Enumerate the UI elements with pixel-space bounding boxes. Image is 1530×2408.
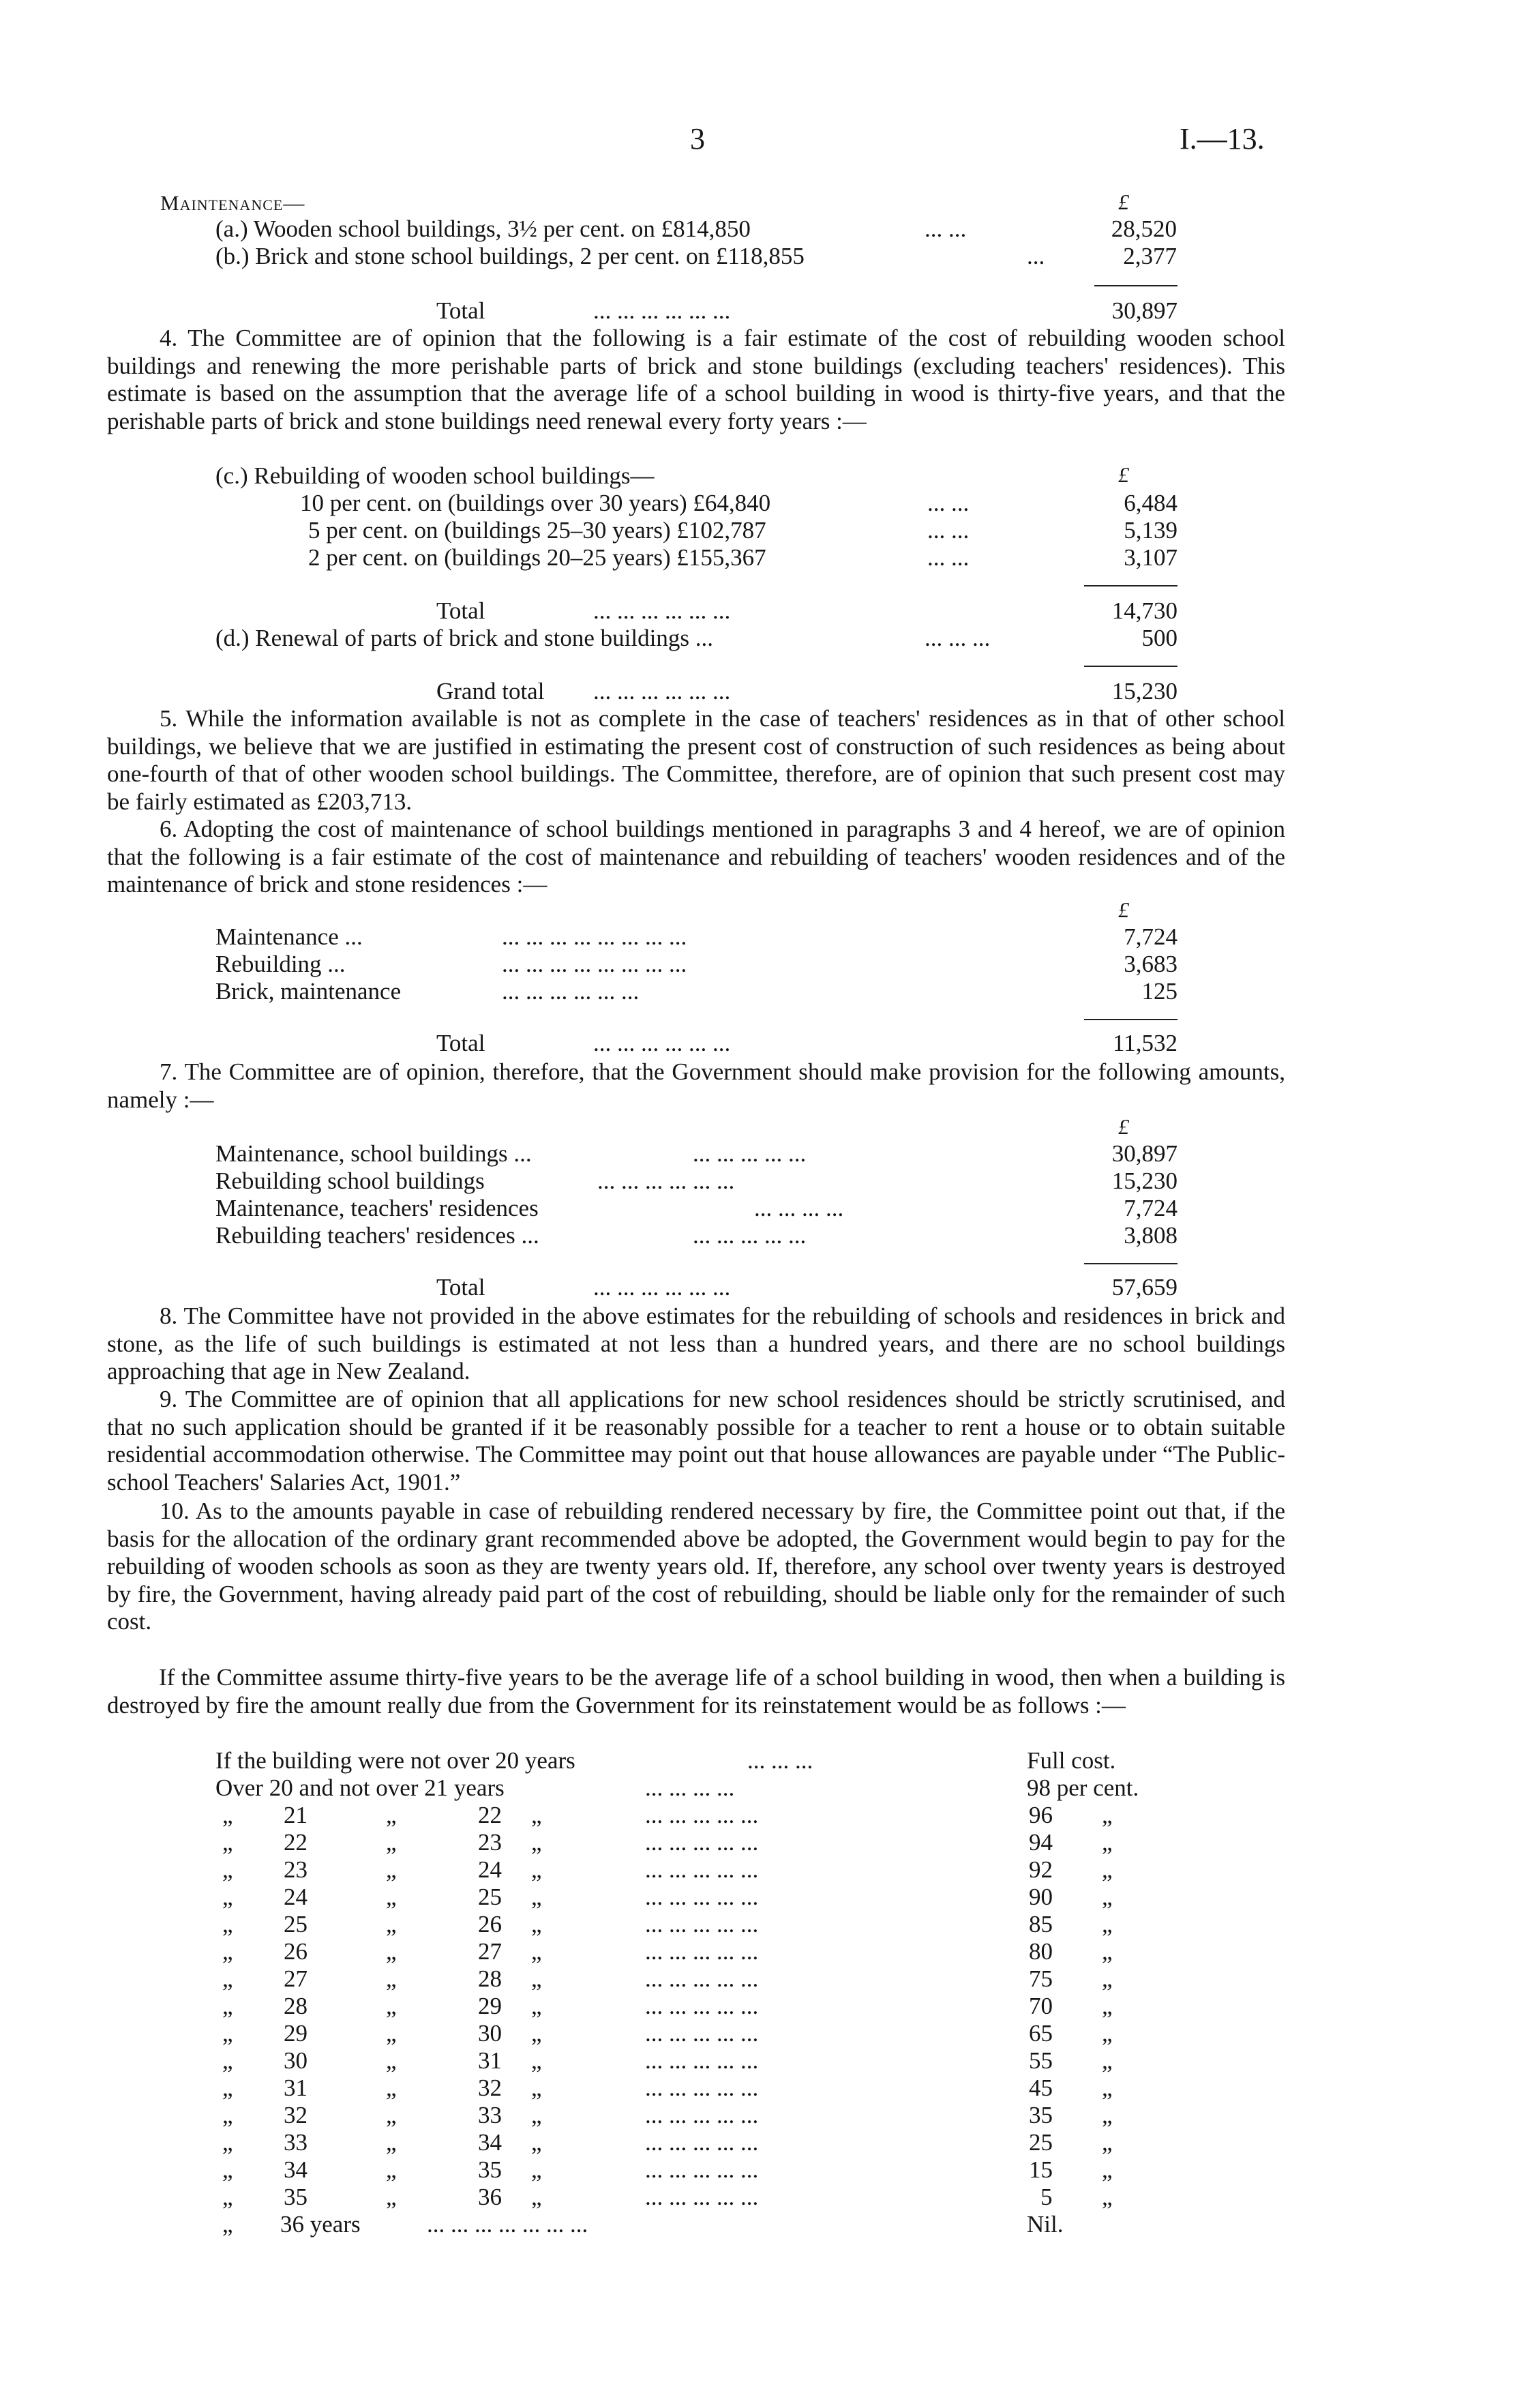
ditto-mark: „	[386, 1884, 397, 1910]
ditto-mark: „	[1102, 1829, 1113, 1856]
range-from: 23	[284, 1856, 308, 1883]
row-amount: 7,724	[1124, 923, 1178, 950]
leader-dots: ... ... ... ... ...	[645, 2129, 759, 2156]
leader-dots: ... ... ... ... ...	[693, 1222, 807, 1249]
provision-row	[215, 1168, 1178, 1195]
ditto-mark: „	[222, 1884, 233, 1910]
total-label: Grand total	[436, 678, 545, 704]
schedule-value: 35	[1029, 2102, 1053, 2128]
rebuilding-row	[308, 544, 1178, 571]
row-label: 5 per cent. on (buildings 25–30 years) £102,787	[308, 517, 766, 544]
provision-row	[215, 1222, 1178, 1249]
ditto-mark: „	[1102, 1938, 1113, 1965]
schedule-row	[215, 1829, 1184, 1856]
schedule-row	[215, 1747, 1184, 1774]
total-label: Total	[436, 597, 485, 624]
ditto-mark: „	[531, 1911, 542, 1937]
paragraph-7: 7. The Committee are of opinion, therefore, that the Government should make provision for the following amounts, namely :—	[107, 1058, 1285, 1113]
leader-dots: ... ... ... ... ... ...	[597, 1168, 735, 1194]
ditto-mark: „	[531, 2156, 542, 2183]
ditto-mark: „	[531, 1993, 542, 2019]
range-from: 29	[284, 2020, 308, 2047]
ditto-mark: „	[386, 2102, 397, 2128]
schedule-row	[215, 2211, 1184, 2238]
ditto-mark: „	[1102, 1911, 1113, 1937]
total-label: Total	[436, 1274, 485, 1300]
range-to: 25	[478, 1884, 502, 1910]
ditto-mark: „	[386, 1802, 397, 1828]
leader-dots: ... ...	[925, 215, 967, 242]
provision-row	[215, 1195, 1178, 1222]
row-amount: 28,520	[1111, 215, 1177, 242]
schedule-row	[215, 1856, 1184, 1884]
leader-dots: ... ... ... ... ...	[645, 2075, 759, 2101]
residences-row	[215, 951, 1178, 978]
leader-dots: ... ... ... ... ... ... ...	[427, 2211, 588, 2238]
schedule-row	[215, 2129, 1184, 2156]
schedule-value: 70	[1029, 1993, 1053, 2019]
range-from: 33	[284, 2129, 308, 2156]
paragraph-4: 4. The Committee are of opinion that the following is a fair estimate of the cost of rebuilding wooden school buildings and renewing the more perishable parts of brick and stone buildings (excluding teachers' residences). This estimate is based on the assumption that the average life of a school building in wood is thirty-five years, and that the perishable parts of brick and stone buildings need renewal every forty years :—	[107, 325, 1285, 434]
schedule-value: 45	[1029, 2075, 1053, 2101]
leader-dots: ... ... ... ... ...	[645, 1911, 759, 1937]
leader-dots: ... ... ... ...	[645, 1774, 735, 1801]
leader-dots: ... ... ... ... ... ... ... ...	[502, 951, 687, 977]
schedule-row	[215, 2047, 1184, 2075]
schedule-value: 25	[1029, 2129, 1053, 2156]
row-label: (a.) Wooden school buildings, 3½ per cent. on £814,850	[215, 215, 751, 242]
leader-dots: ...	[1027, 243, 1045, 269]
leader-dots: ... ... ... ... ... ...	[593, 597, 731, 624]
range-to: 22	[478, 1802, 502, 1828]
range-to: 35	[478, 2156, 502, 2183]
ditto-mark: „	[386, 1993, 397, 2019]
schedule-row	[215, 2075, 1184, 2102]
schedule-row	[215, 1993, 1184, 2020]
maintenance-row	[215, 243, 1177, 270]
ditto-mark: „	[386, 2075, 397, 2101]
ditto-mark: „	[222, 2211, 233, 2238]
ditto-mark: „	[222, 1802, 233, 1828]
ditto-mark: „	[531, 1965, 542, 1992]
ditto-mark: „	[1102, 2156, 1113, 2183]
ditto-mark: „	[386, 1965, 397, 1992]
leader-dots: ... ... ... ... ... ...	[593, 1274, 731, 1300]
total-amount: 30,897	[1111, 297, 1178, 324]
total-amount: 15,230	[1111, 678, 1178, 704]
ditto-mark: „	[1102, 1802, 1113, 1828]
row-label: Maintenance, school buildings ...	[215, 1140, 532, 1167]
ditto-mark: „	[531, 2102, 542, 2128]
row-label: 10 per cent. on (buildings over 30 years) £64,840	[300, 490, 771, 516]
range-from: 25	[284, 1911, 308, 1937]
total-label: Total	[436, 297, 485, 324]
ditto-mark: „	[222, 1993, 233, 2019]
rebuilding-row	[308, 517, 1178, 544]
schedule-row	[215, 2102, 1184, 2129]
ditto-mark: „	[1102, 1856, 1113, 1883]
paragraph-6: 6. Adopting the cost of maintenance of school buildings mentioned in paragraphs 3 and 4 hereof, we are of opinion that the following is a fair estimate of the cost of maintenance and rebuilding of teachers' wooden residences and of the maintenance of brick and stone residences :—	[107, 816, 1285, 897]
row-amount: 7,724	[1124, 1195, 1178, 1221]
ditto-mark: „	[1102, 2129, 1113, 2156]
schedule-value: 5	[1040, 2184, 1053, 2210]
pound-sign: £	[1118, 190, 1129, 214]
leader-dots: ... ... ... ... ... ...	[593, 297, 731, 324]
ditto-mark: „	[531, 2075, 542, 2101]
range-to: 36	[478, 2184, 502, 2210]
ditto-mark: „	[531, 1829, 542, 1856]
leader-dots: ... ... ... ... ...	[645, 1884, 759, 1910]
range-to: 28	[478, 1965, 502, 1992]
page-number: 3	[690, 122, 705, 155]
schedule-value: 94	[1029, 1829, 1053, 1856]
ditto-mark: „	[386, 1938, 397, 1965]
ditto-mark: „	[222, 2156, 233, 2183]
leader-dots: ... ... ...	[747, 1747, 813, 1774]
residences-row	[215, 923, 1178, 951]
ditto-mark: „	[1102, 2102, 1113, 2128]
row-amount: 30,897	[1111, 1140, 1178, 1167]
range-from: 32	[284, 2102, 308, 2128]
ditto-mark: „	[1102, 1965, 1113, 1992]
sum-rule	[1084, 666, 1178, 667]
document-reference: I.—13.	[1180, 122, 1265, 155]
range-from: 30	[284, 2047, 308, 2074]
sum-rule	[1094, 285, 1178, 286]
schedule-value: Nil.	[1027, 2211, 1064, 2238]
maintenance-heading: Maintenance—	[160, 191, 305, 215]
range-from: 28	[284, 1993, 308, 2019]
schedule-row	[215, 2184, 1184, 2211]
schedule-row	[215, 1884, 1184, 1911]
maintenance-row	[215, 215, 1177, 243]
ditto-mark: „	[531, 2184, 542, 2210]
ditto-mark: „	[222, 2184, 233, 2210]
paragraph-11: If the Committee assume thirty-five years to be the average life of a school building in wood, then when a building is destroyed by fire the amount really due from the Government for its reinstatement would be as follows :—	[107, 1664, 1285, 1719]
leader-dots: ... ...	[927, 517, 970, 544]
ditto-mark: „	[531, 1884, 542, 1910]
schedule-label: 36 years	[280, 2211, 361, 2238]
range-to: 31	[478, 2047, 502, 2074]
row-label: (b.) Brick and stone school buildings, 2 per cent. on £118,855	[215, 243, 805, 269]
leader-dots: ... ... ... ... ...	[645, 1965, 759, 1992]
paragraph-9: 9. The Committee are of opinion that all applications for new school residences should be strictly scrutinised, and that no such application should be granted if it be reasonably possible for a teacher to rent a house or to obtain suitable residential accommodation otherwise. The Committee may point out that house allowances are payable under “The Public-school Teachers' Salaries Act, 1901.”	[107, 1386, 1285, 1496]
row-amount: 500	[1141, 625, 1178, 651]
ditto-mark: „	[531, 1856, 542, 1883]
pound-sign: £	[1118, 462, 1129, 487]
range-to: 23	[478, 1829, 502, 1856]
total-amount: 14,730	[1111, 597, 1178, 624]
schedule-value: 98 per cent.	[1027, 1774, 1139, 1801]
range-to: 26	[478, 1911, 502, 1937]
ditto-mark: „	[386, 2047, 397, 2074]
leader-dots: ... ... ... ... ...	[645, 1856, 759, 1883]
row-amount: 3,808	[1124, 1222, 1178, 1249]
leader-dots: ... ... ...	[925, 625, 991, 651]
row-label: Rebuilding ...	[215, 951, 346, 977]
total-amount: 11,532	[1113, 1030, 1178, 1056]
row-amount: 3,107	[1124, 544, 1178, 571]
paragraph-10: 10. As to the amounts payable in case of rebuilding rendered necessary by fire, the Committee point out that, if the basis for the allocation of the ordinary grant recommended above be adopted, the Government would begin to pay for the rebuilding of wooden schools as soon as they are twenty years old. If, therefore, any school over twenty years is destroyed by fire, the Government, having already paid part of the cost of rebuilding, should be liable only for the remainder of such cost.	[107, 1498, 1285, 1635]
total-amount: 57,659	[1111, 1274, 1178, 1300]
renewal-row	[215, 625, 1178, 652]
provision-row	[215, 1140, 1178, 1168]
row-amount: 6,484	[1124, 490, 1178, 516]
paragraph-8: 8. The Committee have not provided in the above estimates for the rebuilding of schools and residences in brick and stone, as the life of such buildings is estimated at not less than a hundred years, and there are no school buildings approaching that age in New Zealand.	[107, 1303, 1285, 1384]
row-label: Brick, maintenance	[215, 978, 402, 1005]
schedule-row	[215, 1938, 1184, 1965]
range-to: 33	[478, 2102, 502, 2128]
leader-dots: ... ... ... ... ...	[693, 1140, 807, 1167]
schedule-row	[215, 1774, 1184, 1802]
sum-rule	[1084, 1019, 1178, 1020]
range-to: 30	[478, 2020, 502, 2047]
ditto-mark: „	[386, 2156, 397, 2183]
range-to: 32	[478, 2075, 502, 2101]
ditto-mark: „	[531, 2020, 542, 2047]
ditto-mark: „	[1102, 2184, 1113, 2210]
ditto-mark: „	[386, 1856, 397, 1883]
ditto-mark: „	[222, 1938, 233, 1965]
sum-rule	[1084, 585, 1178, 586]
pound-sign: £	[1118, 1114, 1129, 1139]
schedule-value: 92	[1029, 1856, 1053, 1883]
leader-dots: ... ... ... ... ...	[645, 1993, 759, 2019]
leader-dots: ... ...	[927, 490, 970, 516]
ditto-mark: „	[1102, 2047, 1113, 2074]
schedule-value: Full cost.	[1027, 1747, 1116, 1774]
range-from: 26	[284, 1938, 308, 1965]
range-to: 34	[478, 2129, 502, 2156]
ditto-mark: „	[531, 2129, 542, 2156]
row-amount: 3,683	[1124, 951, 1178, 977]
leader-dots: ... ... ... ... ... ...	[502, 978, 640, 1005]
ditto-mark: „	[531, 1802, 542, 1828]
schedule-value: 55	[1029, 2047, 1053, 2074]
range-to: 29	[478, 1993, 502, 2019]
schedule-row	[215, 1802, 1184, 1829]
range-from: 31	[284, 2075, 308, 2101]
leader-dots: ... ...	[927, 544, 970, 571]
rebuilding-row	[300, 490, 1178, 517]
leader-dots: ... ... ... ...	[754, 1195, 844, 1221]
ditto-mark: „	[531, 1938, 542, 1965]
schedule-row	[215, 2020, 1184, 2047]
schedule-value: 96	[1029, 1802, 1053, 1828]
ditto-mark: „	[222, 2129, 233, 2156]
row-label: 2 per cent. on (buildings 20–25 years) £155,367	[308, 544, 766, 571]
range-from: 34	[284, 2156, 308, 2183]
ditto-mark: „	[222, 2102, 233, 2128]
ditto-mark: „	[222, 2075, 233, 2101]
ditto-mark: „	[1102, 2075, 1113, 2101]
ditto-mark: „	[222, 1965, 233, 1992]
ditto-mark: „	[386, 1829, 397, 1856]
row-label: Rebuilding teachers' residences ...	[215, 1222, 539, 1249]
schedule-label: If the building were not over 20 years	[215, 1747, 575, 1774]
row-label: Rebuilding school buildings	[215, 1168, 485, 1194]
schedule-row	[215, 1965, 1184, 1993]
row-amount: 125	[1141, 978, 1178, 1005]
rebuilding-heading: (c.) Rebuilding of wooden school buildings—	[215, 462, 655, 489]
ditto-mark: „	[1102, 2020, 1113, 2047]
sum-rule	[1084, 1263, 1178, 1264]
row-label: Maintenance ...	[215, 923, 363, 950]
pound-sign: £	[1118, 897, 1129, 922]
grand-total	[436, 678, 1178, 705]
range-to: 27	[478, 1938, 502, 1965]
leader-dots: ... ... ... ... ...	[645, 2102, 759, 2128]
ditto-mark: „	[1102, 1993, 1113, 2019]
paragraph-5: 5. While the information available is not as complete in the case of teachers' residences as in that of other school buildings, we believe that we are justified in estimating the present cost of construction of such residences as being about one-fourth of that of other wooden school buildings. The Committee, therefore, are of opinion that such present cost may be fairly estimated as £203,713.	[107, 705, 1285, 815]
ditto-mark: „	[222, 2020, 233, 2047]
ditto-mark: „	[222, 1829, 233, 1856]
ditto-mark: „	[386, 2184, 397, 2210]
schedule-value: 15	[1029, 2156, 1053, 2183]
leader-dots: ... ... ... ... ... ...	[593, 1030, 731, 1056]
ditto-mark: „	[386, 1911, 397, 1937]
maintenance-total	[436, 297, 1178, 325]
schedule-label: Over 20 and not over 21 years	[215, 1774, 505, 1801]
leader-dots: ... ... ... ... ... ...	[593, 678, 731, 704]
leader-dots: ... ... ... ... ...	[645, 2156, 759, 2183]
leader-dots: ... ... ... ... ...	[645, 2047, 759, 2074]
rebuilding-total	[436, 597, 1178, 625]
ditto-mark: „	[222, 1911, 233, 1937]
ditto-mark: „	[386, 2129, 397, 2156]
total-label: Total	[436, 1030, 485, 1056]
schedule-value: 85	[1029, 1911, 1053, 1937]
row-amount: 2,377	[1123, 243, 1177, 269]
residences-row	[215, 978, 1178, 1005]
provision-total	[436, 1274, 1178, 1301]
range-from: 22	[284, 1829, 308, 1856]
range-to: 24	[478, 1856, 502, 1883]
schedule-row	[215, 2156, 1184, 2184]
leader-dots: ... ... ... ... ...	[645, 1802, 759, 1828]
ditto-mark: „	[531, 2047, 542, 2074]
range-from: 27	[284, 1965, 308, 1992]
residences-total	[436, 1030, 1178, 1057]
schedule-row	[215, 1911, 1184, 1938]
leader-dots: ... ... ... ... ...	[645, 2184, 759, 2210]
schedule-value: 90	[1029, 1884, 1053, 1910]
ditto-mark: „	[386, 2020, 397, 2047]
row-amount: 15,230	[1111, 1168, 1178, 1194]
row-amount: 5,139	[1124, 517, 1178, 544]
leader-dots: ... ... ... ... ...	[645, 1938, 759, 1965]
ditto-mark: „	[222, 1856, 233, 1883]
ditto-mark: „	[222, 2047, 233, 2074]
schedule-value: 75	[1029, 1965, 1053, 1992]
leader-dots: ... ... ... ... ... ... ... ...	[502, 923, 687, 950]
leader-dots: ... ... ... ... ...	[645, 1829, 759, 1856]
leader-dots: ... ... ... ... ...	[645, 2020, 759, 2047]
schedule-value: 65	[1029, 2020, 1053, 2047]
range-from: 24	[284, 1884, 308, 1910]
row-label: Maintenance, teachers' residences	[215, 1195, 539, 1221]
range-from: 35	[284, 2184, 308, 2210]
range-from: 21	[284, 1802, 308, 1828]
schedule-value: 80	[1029, 1938, 1053, 1965]
row-label: (d.) Renewal of parts of brick and stone buildings ...	[215, 625, 713, 651]
ditto-mark: „	[1102, 1884, 1113, 1910]
